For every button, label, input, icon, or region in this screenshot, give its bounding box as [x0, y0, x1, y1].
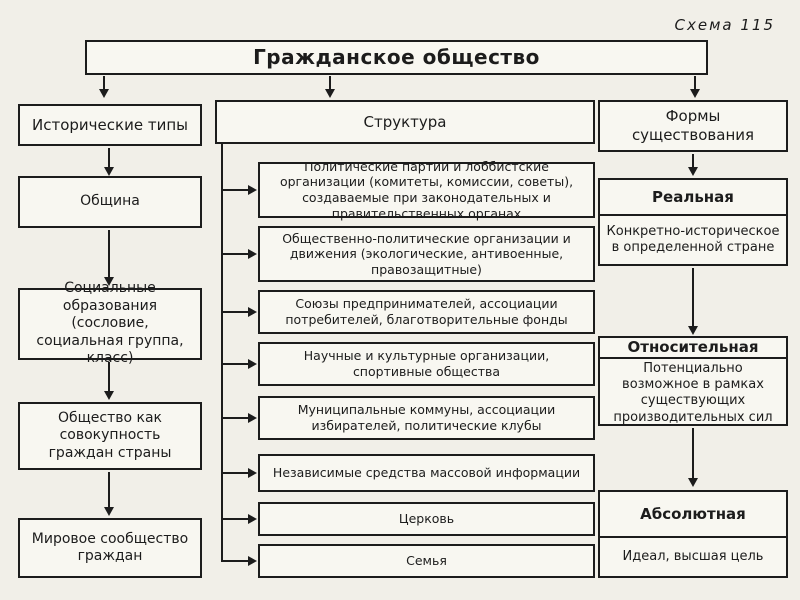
- arrow-right-connector: [222, 253, 248, 255]
- arrow-down-connector: [329, 76, 331, 90]
- structure-item-box: Семья: [258, 544, 595, 578]
- arrow-right-connector: [222, 560, 248, 562]
- historical-item-box: Мировое сообщество граждан: [18, 518, 202, 578]
- arrow-right-connector: [222, 518, 248, 520]
- historical-item-box: Социальные образования (сословие, социальная группа, класс): [18, 288, 202, 360]
- arrow-down-icon: [104, 391, 114, 400]
- form-item-box: [598, 490, 788, 578]
- form-item-title: Реальная: [600, 180, 786, 216]
- arrow-down-connector: [108, 148, 110, 167]
- arrow-down-icon: [104, 507, 114, 516]
- arrow-down-connector: [108, 362, 110, 391]
- historical-item-box: Община: [18, 176, 202, 228]
- arrow-down-connector: [692, 154, 694, 167]
- arrow-down-icon: [688, 326, 698, 335]
- arrow-right-connector: [222, 189, 248, 191]
- structure-item-box: Политические партии и лоббистские организации (комитеты, комиссии, советы), создаваемые при законодательных и правительственных органах: [258, 162, 595, 218]
- form-item-box: [598, 336, 788, 426]
- arrow-down-icon: [325, 89, 335, 98]
- scheme-label: Схема 115: [674, 16, 775, 34]
- arrow-down-connector: [692, 428, 694, 478]
- structure-item-box: Общественно-политические организации и движения (экологические, антивоенные, правозащитные): [258, 226, 595, 282]
- structure-item-box: Союзы предпринимателей, ассоциации потребителей, благотворительные фонды: [258, 290, 595, 334]
- structure-item-box: Научные и культурные организации, спортивные общества: [258, 342, 595, 386]
- arrow-right-connector: [222, 363, 248, 365]
- form-item-box: [598, 178, 788, 266]
- column-header-structure: Структура: [215, 100, 595, 144]
- arrow-right-icon: [248, 556, 257, 566]
- arrow-down-icon: [104, 167, 114, 176]
- arrow-right-icon: [248, 514, 257, 524]
- form-item-description: Потенциально возможное в рамках существующих производительных сил: [613, 360, 773, 425]
- arrow-right-icon: [248, 307, 257, 317]
- historical-item-box: Общество как совокупность граждан страны: [18, 402, 202, 470]
- trunk-line: [221, 144, 223, 562]
- form-item-description: Конкретно-историческое в определенной стране: [606, 223, 780, 255]
- arrow-down-connector: [108, 472, 110, 507]
- diagram-title: Гражданское общество: [85, 40, 708, 75]
- column-header-historical: Исторические типы: [18, 104, 202, 146]
- arrow-right-connector: [222, 472, 248, 474]
- arrow-right-icon: [248, 249, 257, 259]
- arrow-down-connector: [692, 268, 694, 326]
- arrow-down-icon: [99, 89, 109, 98]
- form-item-description: Идеал, высшая цель: [622, 548, 764, 564]
- arrow-down-icon: [690, 89, 700, 98]
- form-item-title: Абсолютная: [600, 492, 786, 538]
- arrow-down-connector: [103, 76, 105, 90]
- arrow-right-connector: [222, 311, 248, 313]
- arrow-down-icon: [688, 478, 698, 487]
- structure-item-box: Муниципальные коммуны, ассоциации избирателей, политические клубы: [258, 396, 595, 440]
- arrow-down-connector: [694, 76, 696, 90]
- form-item-title: Относительная: [600, 338, 786, 359]
- arrow-down-icon: [688, 167, 698, 176]
- structure-item-box: Независимые средства массовой информации: [258, 454, 595, 492]
- arrow-right-icon: [248, 185, 257, 195]
- column-header-forms: Формы существования: [598, 100, 788, 152]
- arrow-right-icon: [248, 359, 257, 369]
- arrow-right-icon: [248, 468, 257, 478]
- structure-item-box: Церковь: [258, 502, 595, 536]
- arrow-right-icon: [248, 413, 257, 423]
- arrow-right-connector: [222, 417, 248, 419]
- arrow-down-connector: [108, 230, 110, 277]
